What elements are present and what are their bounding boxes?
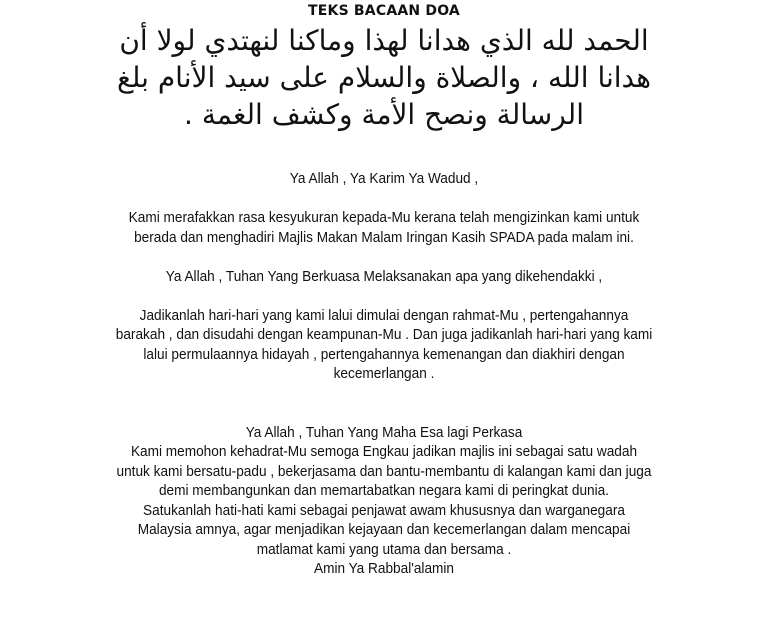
arabic-opening-text: الحمد لله الذي هدانا لهذا وماكنا لنهتدي لولا أن هدانا الله ، والصلاة والسلام على سيد الأنام بلغ الرسالة ونصح الأمة وكشف الغمة . [116,24,652,131]
paragraph-spacer [115,190,653,210]
invocation-berkuasa: Ya Allah , Tuhan Yang Berkuasa Melaksanakan apa yang dikehendakki , [165,268,603,285]
gratitude-paragraph: Kami merafakkan rasa kesyukuran kepada-Mu kerana telah mengizinkan kami untuk berada dan menghadiri Majlis Makan Malam Iringan Kasih SPADA pada malam ini. [128,210,640,246]
paragraph-spacer [115,287,653,307]
paragraph-spacer [115,385,653,424]
invocation-ya-karim: Ya Allah , Ya Karim Ya Wadud , [289,171,479,187]
prayer-body [115,170,653,580]
paragraph-spacer [115,248,653,268]
document-title: TEKS BACAAN DOA [308,3,460,19]
hearts-unity-paragraph: Satukanlah hati-hati kami sebagai penjawat awam khususnya dan warganegara Malaysia amnya, agar menjadikan kejayaan dan kecemerlangan dalam mencapai matlamat kami yang utama dan bersama . [137,502,631,558]
unity-request-paragraph: Kami memohon kehadrat-Mu semoga Engkau jadikan majlis ini sebagai satu wadah untuk kami bersatu-padu , bekerjasama dan bantu-membantu di kalangan kami dan juga demi membangunkan dan memartabatkan negara kami di peringkat dunia. [116,444,652,499]
invocation-maha-esa: Ya Allah , Tuhan Yang Maha Esa lagi Perkasa [245,424,523,441]
closing-amin: Amin Ya Rabbal'alamin [313,561,455,577]
days-blessing-paragraph: Jadikanlah hari-hari yang kami lalui dimulai dengan rahmat-Mu , pertengahannya barakah , dan disudahi dengan keampunan-Mu . Dan juga jadikanlah hari-hari yang kami lalui permulaannya hidayah , pertengahannya kemenangan dan diakhiri dengan kecemerlangan . [115,307,653,382]
